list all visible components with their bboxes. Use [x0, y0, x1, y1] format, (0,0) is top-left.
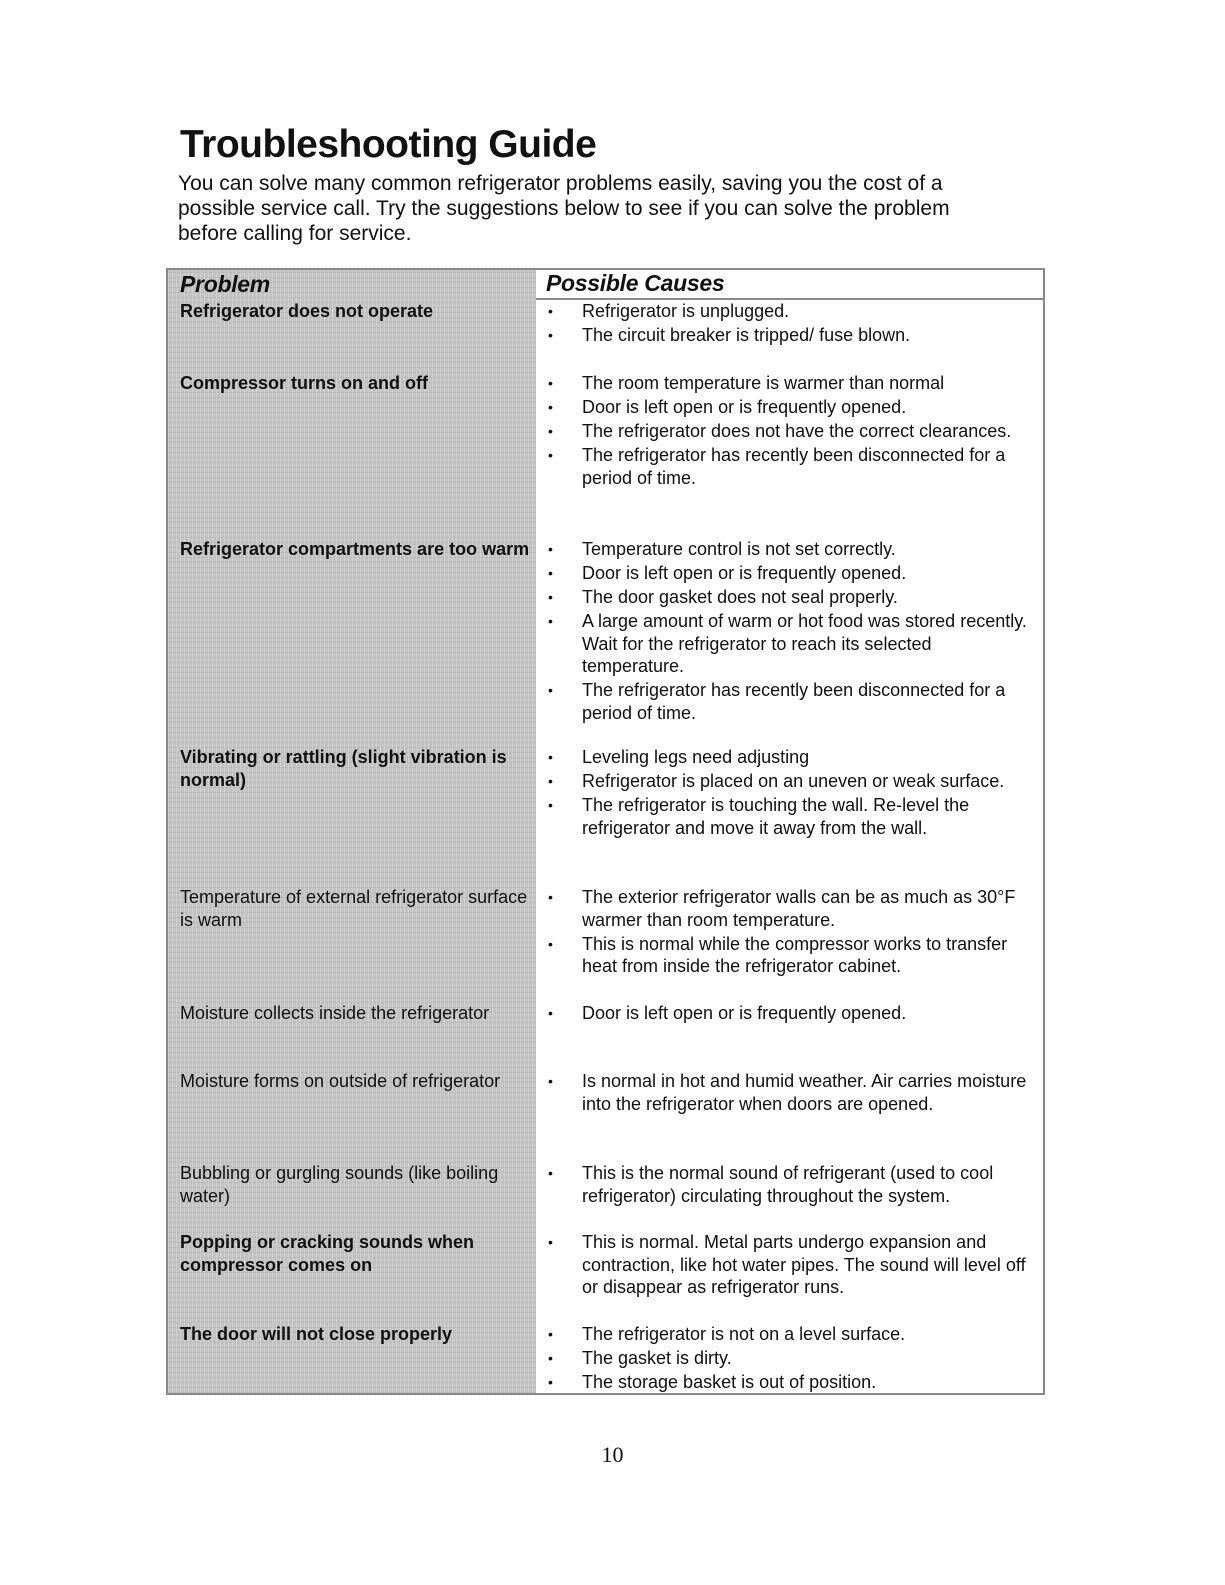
cause-item: • The gasket is dirty.	[546, 1347, 1036, 1370]
cause-item: • Is normal in hot and humid weather. Air carries moisture into the refrigerator when doors are opened.	[546, 1070, 1036, 1115]
intro-paragraph: You can solve many common refrigerator problems easily, saving you the cost of a possible service call. Try the suggestions below to see if you can solve the problem before calling for service.	[178, 172, 950, 245]
problem-cell: Vibrating or rattling (slight vibration is normal)	[180, 747, 507, 790]
troubleshooting-table	[166, 268, 1045, 1395]
cause-item: • The door gasket does not seal properly.	[546, 586, 1036, 609]
page-number: 10	[601, 1442, 624, 1467]
problem-cell: Bubbling or gurgling sounds (like boiling water)	[180, 1163, 499, 1206]
cause-item: • This is normal while the compressor works to transfer heat from inside the refrigerator cabinet.	[546, 933, 1036, 978]
cause-item: • Leveling legs need adjusting	[546, 746, 1036, 769]
cause-item: • A large amount of warm or hot food was stored recently. Wait for the refrigerator to reach its selected temperature.	[546, 610, 1036, 678]
cause-item: • Refrigerator is placed on an uneven or weak surface.	[546, 770, 1036, 793]
cause-item: • Door is left open or is frequently opened.	[546, 1002, 1036, 1025]
problem-column-header: Problem	[180, 271, 270, 297]
cause-item: • Temperature control is not set correctly.	[546, 538, 1036, 561]
problem-cell: Compressor turns on and off	[180, 373, 429, 393]
problem-cell: Refrigerator does not operate	[180, 301, 434, 321]
cause-item: • The refrigerator is not on a level surface.	[546, 1323, 1036, 1346]
cause-item: • The exterior refrigerator walls can be as much as 30°F warmer than room temperature.	[546, 886, 1036, 931]
causes-list	[546, 1002, 1036, 1026]
cause-item: • The circuit breaker is tripped/ fuse blown.	[546, 324, 1036, 347]
causes-list	[546, 538, 1036, 726]
cause-item: • This is normal. Metal parts undergo expansion and contraction, like hot water pipes. The sound will level off or disappear as refrigerator runs.	[546, 1231, 1036, 1299]
cause-item: • The refrigerator is touching the wall. Re-level the refrigerator and move it away from the wall.	[546, 794, 1036, 839]
problem-cell: The door will not close properly	[180, 1324, 453, 1344]
causes-column-header: Possible Causes	[546, 270, 725, 296]
cause-item: • Refrigerator is unplugged.	[546, 300, 1036, 323]
problem-cell: Popping or cracking sounds when compressor comes on	[180, 1232, 475, 1275]
causes-list	[546, 1231, 1036, 1300]
cause-item: • Door is left open or is frequently opened.	[546, 562, 1036, 585]
cause-item: • The refrigerator has recently been disconnected for a period of time.	[546, 444, 1036, 489]
causes-list	[546, 746, 1036, 841]
causes-list	[546, 1323, 1036, 1395]
causes-list	[546, 372, 1036, 491]
cause-item: • The refrigerator has recently been disconnected for a period of time.	[546, 679, 1036, 724]
cause-item: • The refrigerator does not have the correct clearances.	[546, 420, 1036, 443]
problem-cell: Moisture collects inside the refrigerator	[180, 1003, 490, 1023]
cause-item: • The storage basket is out of position.	[546, 1371, 1036, 1394]
causes-list	[546, 300, 1036, 348]
cause-item: • The room temperature is warmer than normal	[546, 372, 1036, 395]
cause-item: • Door is left open or is frequently opened.	[546, 396, 1036, 419]
problem-cell: Refrigerator compartments are too warm	[180, 539, 530, 559]
cause-item: • This is the normal sound of refrigerant (used to cool refrigerator) circulating throughout the system.	[546, 1162, 1036, 1207]
page-title: Troubleshooting Guide	[180, 123, 597, 166]
causes-list	[546, 886, 1036, 979]
problem-cell: Temperature of external refrigerator surface is warm	[180, 887, 528, 930]
problem-cell: Moisture forms on outside of refrigerator	[180, 1071, 501, 1091]
problem-column-background	[168, 270, 536, 1393]
causes-list	[546, 1162, 1036, 1209]
causes-list	[546, 1070, 1036, 1117]
